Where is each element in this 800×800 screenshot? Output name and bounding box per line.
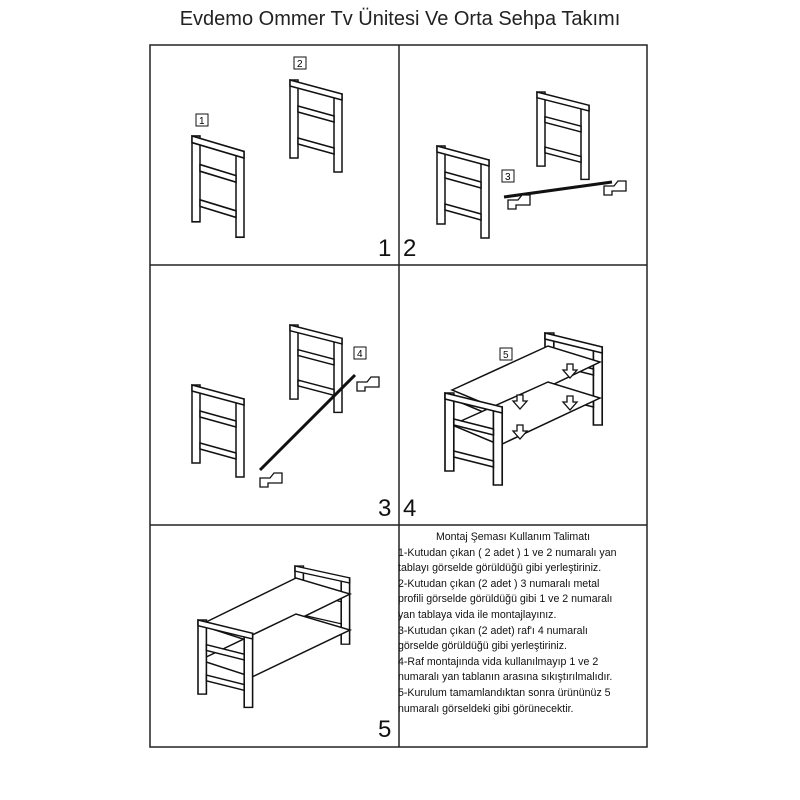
side-frame-icon	[192, 136, 244, 237]
part-label-1: 1	[199, 116, 205, 127]
assembly-instructions	[398, 530, 648, 717]
panel-number-1: 1	[378, 235, 392, 262]
panel-number-4: 4	[403, 495, 417, 522]
instruction-line: tablayı görselde görüldüğü gibi yerleştiriniz.	[398, 562, 602, 575]
panel-number-3: 3	[378, 495, 392, 522]
instruction-line: 3-Kutudan çıkan (2 adet) raf'ı 4 numaralı	[398, 624, 588, 637]
panel-3-drawing	[192, 325, 379, 487]
metal-profile-icon	[260, 375, 355, 470]
metal-profile-icon	[504, 182, 612, 197]
panel-5-drawing	[198, 566, 350, 707]
instructions-title: Montaj Şeması Kullanım Talimatı	[435, 531, 591, 543]
instruction-line: görselde görüldüğü gibi yerleştiriniz.	[398, 640, 568, 653]
panel-number-2: 2	[403, 235, 417, 262]
side-frame-icon	[290, 80, 342, 172]
side-frame-icon	[437, 146, 489, 238]
side-frame-icon	[192, 385, 244, 477]
pointer-hand-icon	[260, 473, 282, 487]
instruction-line: numaralı görseldeki gibi görünecektir.	[398, 702, 574, 715]
panel-1-drawing	[192, 57, 342, 237]
part-label-3: 3	[505, 172, 511, 183]
pointer-hand-icon	[357, 377, 379, 391]
instruction-line: 4-Raf montajında vida kullanılmayıp 1 ve 2	[398, 655, 599, 668]
side-frame-icon	[537, 92, 589, 179]
panel-number-5: 5	[378, 716, 392, 743]
side-frame-icon	[290, 325, 342, 412]
instruction-line: profili görselde görüldüğü gibi 1 ve 2 numaralı	[398, 593, 613, 606]
panel-4-drawing	[445, 333, 602, 485]
instruction-line: 2-Kutudan çıkan (2 adet ) 3 numaralı metal	[398, 577, 600, 590]
part-label-5: 5	[503, 350, 509, 361]
part-label-4: 4	[357, 349, 363, 360]
page-title: Evdemo Ommer Tv Ünitesi Ve Orta Sehpa Takımı	[179, 8, 621, 30]
instruction-line: yan tablaya vida ile montajlayınız.	[398, 608, 557, 621]
instruction-line: numaralı yan tablanın arasına sıkıştırılmalıdır.	[398, 671, 613, 684]
instruction-line: 5-Kurulum tamamlandıktan sonra ürününüz 5	[398, 686, 611, 699]
part-label-2: 2	[297, 59, 303, 70]
panel-2-drawing	[437, 92, 626, 238]
instruction-line: 1-Kutudan çıkan ( 2 adet ) 1 ve 2 numaralı yan	[398, 546, 617, 559]
